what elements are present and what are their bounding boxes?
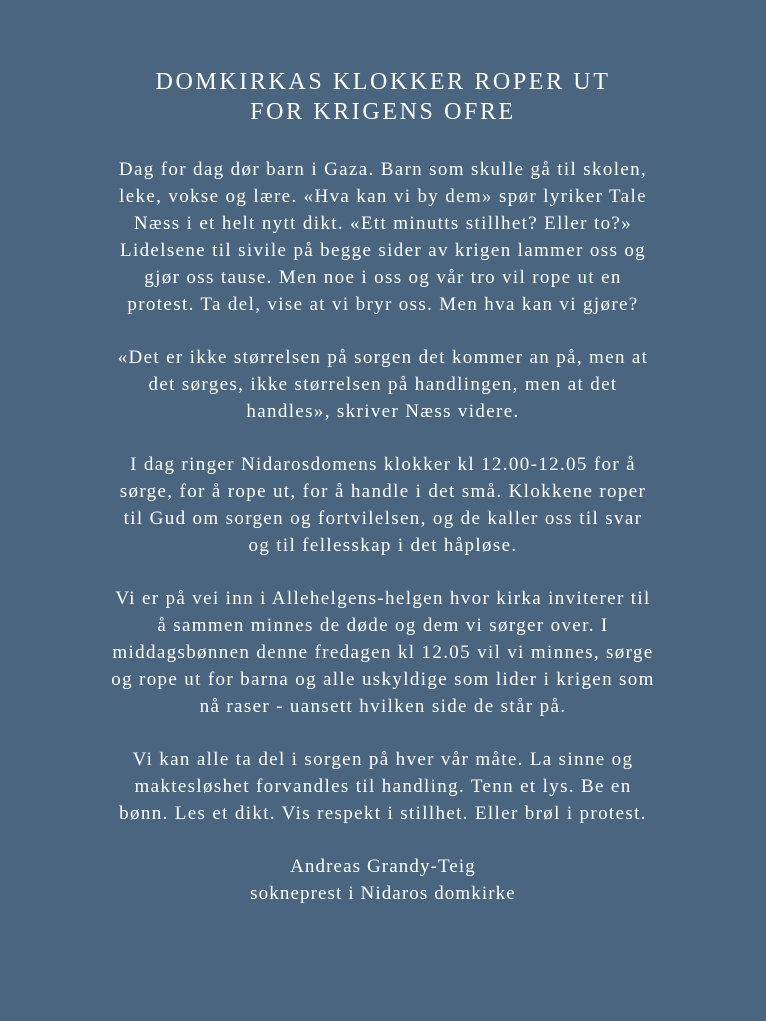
text-line: og til fellesskap i det håpløse. xyxy=(248,535,518,556)
page-title xyxy=(0,67,766,127)
text-line: Vi er på vei inn i Allehelgens-helgen hvor kirka inviterer til xyxy=(115,588,651,609)
text-line: Næss i et helt nytt dikt. «Ett minutts stillhet? Eller to?» xyxy=(133,213,633,234)
author-name: Andreas Grandy-Teig xyxy=(290,856,476,877)
paragraph-1 xyxy=(40,156,726,318)
text-line: til Gud om sorgen og fortvilelsen, og de kaller oss til svar xyxy=(123,508,643,529)
paragraph-4 xyxy=(40,585,726,720)
title-line: FOR KRIGENS OFRE xyxy=(250,99,516,125)
author-role: sokneprest i Nidaros domkirke xyxy=(250,883,516,904)
article-body xyxy=(0,156,766,907)
paragraph-5 xyxy=(40,746,726,827)
text-line: og rope ut for barna og alle uskyldige som lider i krigen som xyxy=(111,669,655,690)
text-line: nå raser - uansett hvilken side de står på. xyxy=(199,696,567,717)
text-line: middagsbønnen denne fredagen kl 12.05 vil vi minnes, sørge xyxy=(112,642,654,663)
title-line: DOMKIRKAS KLOKKER ROPER UT xyxy=(155,69,611,95)
text-line: det sørges, ikke størrelsen på handlingen, men at det xyxy=(148,374,618,395)
text-line: sørge, for å rope ut, for å handle i det små. Klokkene roper xyxy=(119,481,647,502)
text-line: å sammen minnes de døde og dem vi sørger over. I xyxy=(157,615,609,636)
text-line: I dag ringer Nidarosdomens klokker kl 12.00-12.05 for å xyxy=(130,454,636,475)
text-line: protest. Ta del, vise at vi bryr oss. Men hva kan vi gjøre? xyxy=(127,294,639,315)
paragraph-2 xyxy=(40,344,726,425)
text-line: maktesløshet forvandles til handling. Tenn et lys. Be en xyxy=(134,776,632,797)
signature xyxy=(40,853,726,907)
text-line: handles», skriver Næss videre. xyxy=(246,401,520,422)
text-line: Vi kan alle ta del i sorgen på hver vår måte. La sinne og xyxy=(132,749,634,770)
text-line: Lidelsene til sivile på begge sider av krigen lammer oss og xyxy=(119,240,647,261)
text-line: bønn. Les et dikt. Vis respekt i stillhet. Eller brøl i protest. xyxy=(119,803,647,824)
text-line: «Det er ikke størrelsen på sorgen det kommer an på, men at xyxy=(117,347,649,368)
text-line: gjør oss tause. Men noe i oss og vår tro vil rope ut en xyxy=(144,267,622,288)
paragraph-3 xyxy=(40,451,726,559)
text-line: Dag for dag dør barn i Gaza. Barn som skulle gå til skolen, xyxy=(118,159,648,180)
text-line: leke, vokse og lære. «Hva kan vi by dem» spør lyriker Tale xyxy=(119,186,647,207)
